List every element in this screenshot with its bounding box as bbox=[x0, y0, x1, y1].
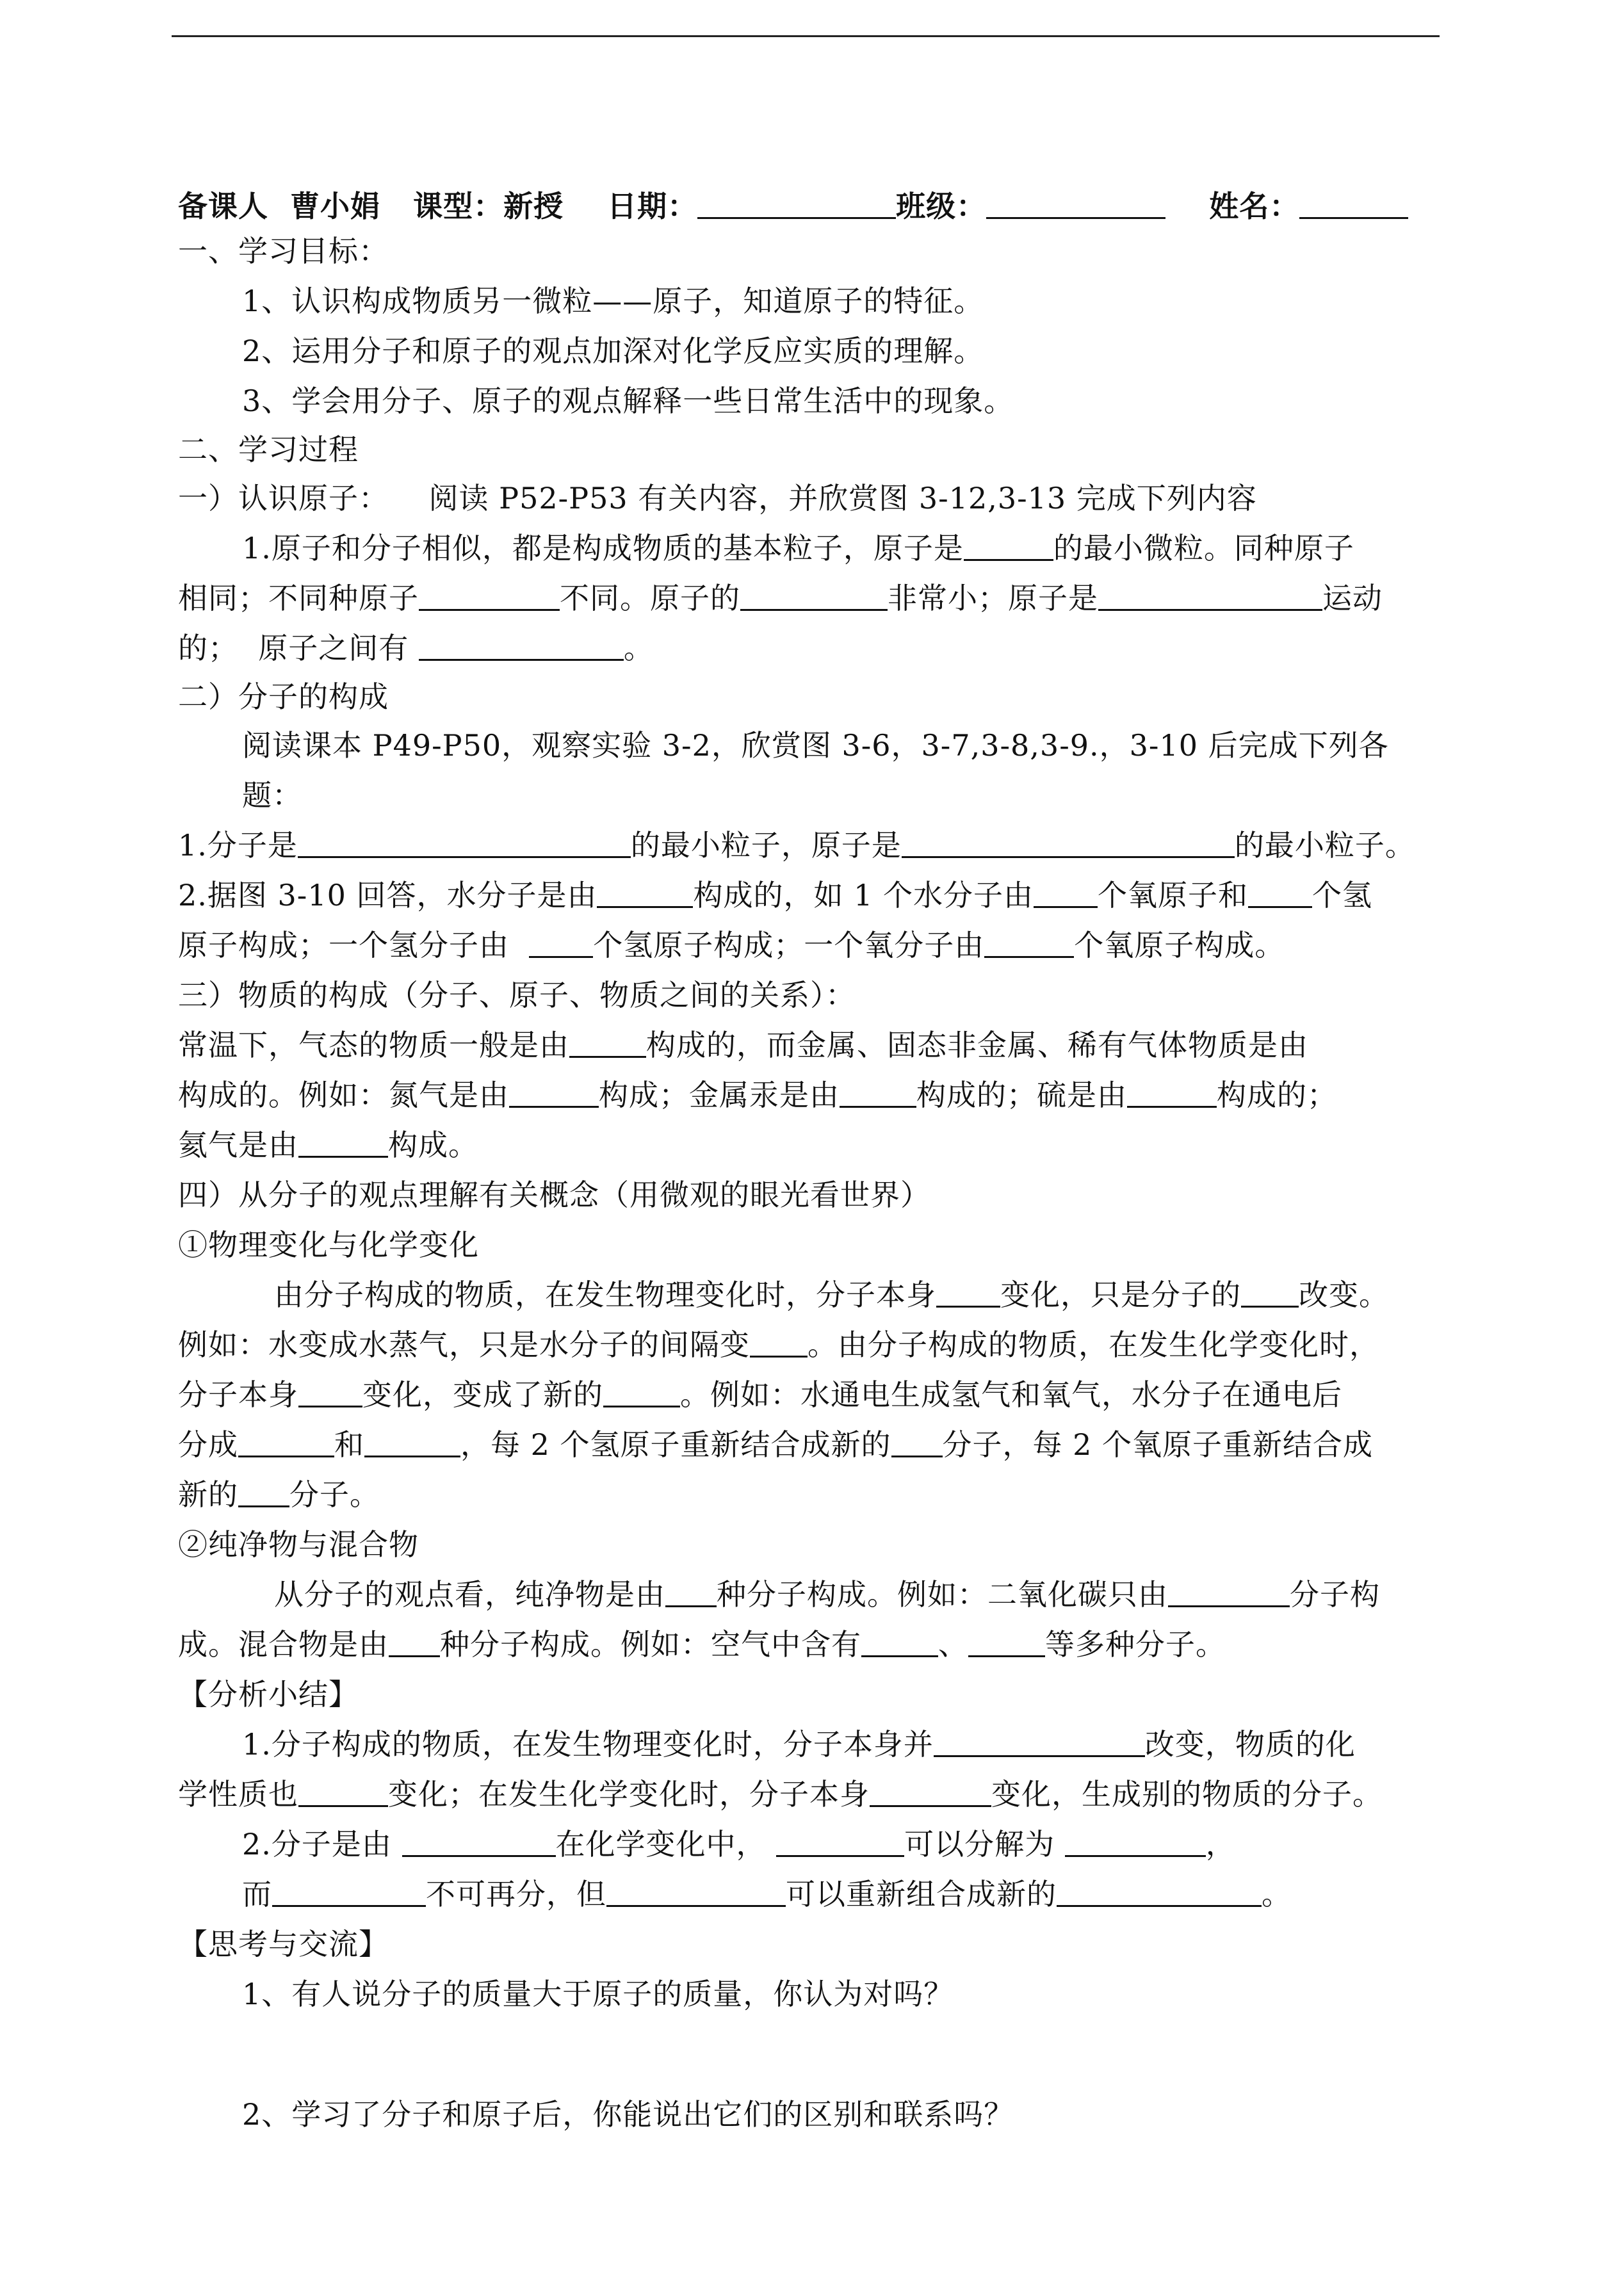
class-blank[interactable] bbox=[986, 189, 1165, 219]
text-segment: 个氧原子构成。 bbox=[1074, 928, 1285, 962]
text-segment: 构成的，而金属、固态非金属、稀有气体物质是由 bbox=[646, 1028, 1308, 1062]
blank[interactable] bbox=[238, 1477, 289, 1507]
blank[interactable] bbox=[389, 1627, 440, 1657]
blank[interactable] bbox=[1248, 878, 1312, 908]
blank[interactable] bbox=[1168, 1577, 1290, 1607]
part2-read-1: 阅读课本 P49-P50，观察实验 3-2，欣赏图 3-6，3-7,3-8,3-9.，3-10 后完成下列各 bbox=[242, 728, 1389, 763]
part2-q2 bbox=[178, 876, 1372, 914]
blank[interactable] bbox=[776, 1827, 904, 1857]
text-segment: 从分子的观点看，纯净物是由 bbox=[274, 1577, 665, 1612]
part2-read-2: 题： bbox=[242, 778, 302, 813]
text-segment: 的最小粒子，原子是 bbox=[630, 828, 902, 863]
part4-a5 bbox=[178, 1475, 380, 1514]
blank[interactable] bbox=[750, 1327, 808, 1358]
text-segment: 构成的；硫是由 bbox=[916, 1078, 1127, 1112]
blank[interactable] bbox=[1057, 1877, 1262, 1907]
blank[interactable] bbox=[891, 1427, 943, 1457]
text-segment: 1.分子构成的物质，在发生物理变化时，分子本身并 bbox=[242, 1727, 934, 1762]
text-segment: 氦气是由 bbox=[178, 1128, 298, 1162]
blank[interactable] bbox=[402, 1827, 556, 1857]
part1-line-1 bbox=[242, 529, 1354, 567]
text-segment: 分子。 bbox=[289, 1477, 380, 1512]
text-segment: 的最小微粒。同种原子 bbox=[1053, 531, 1354, 565]
goals-title: 一、学习目标： bbox=[178, 234, 389, 268]
blank[interactable] bbox=[298, 828, 631, 858]
blank[interactable] bbox=[840, 1078, 916, 1108]
text-segment: 改变。 bbox=[1299, 1277, 1389, 1312]
text-segment: 可以分解为 bbox=[904, 1827, 1065, 1861]
part3-line-2 bbox=[178, 1076, 1337, 1114]
text-segment: 改变，物质的化 bbox=[1144, 1727, 1356, 1762]
text-segment: 非常小；原子是 bbox=[888, 581, 1098, 615]
summary-s2 bbox=[178, 1775, 1383, 1813]
preparer-name: 曹小娟 bbox=[290, 189, 381, 223]
blank[interactable] bbox=[740, 581, 888, 611]
text-segment: 构成的。例如：氮气是由 bbox=[178, 1078, 509, 1112]
text-segment: 个氢 bbox=[1312, 878, 1372, 912]
part1-line-3 bbox=[178, 629, 654, 667]
text-segment: 由分子构成的物质，在发生物理变化时，分子本身 bbox=[274, 1277, 936, 1312]
blank[interactable] bbox=[870, 1777, 991, 1807]
blank[interactable] bbox=[606, 1877, 786, 1907]
goal-item-1: 1、认识构成物质另一微粒——原子，知道原子的特征。 bbox=[242, 284, 984, 318]
summary-title: 【分析小结】 bbox=[178, 1677, 359, 1712]
text-segment: 运动 bbox=[1322, 581, 1383, 615]
blank[interactable] bbox=[298, 1777, 388, 1807]
text-segment: 不同。原子的 bbox=[560, 581, 740, 615]
blank[interactable] bbox=[1034, 878, 1098, 908]
header-info-line bbox=[178, 187, 1408, 225]
header-rule bbox=[172, 35, 1440, 37]
text-segment: 。 bbox=[623, 631, 654, 665]
part4-a3 bbox=[178, 1375, 1342, 1414]
part4-a2 bbox=[178, 1326, 1379, 1364]
goal-item-2: 2、运用分子和原子的观点加深对化学反应实质的理解。 bbox=[242, 334, 984, 368]
part1-instruction: 阅读 P52-P53 有关内容，并欣赏图 3-12,3-13 完成下列内容 bbox=[428, 481, 1257, 515]
class-label: 班级： bbox=[896, 189, 987, 223]
text-segment: 分子构 bbox=[1290, 1577, 1380, 1612]
text-segment: 分子，每 2 个氧原子重新结合成 bbox=[942, 1427, 1374, 1462]
text-segment: 可以重新组合成新的 bbox=[786, 1877, 1057, 1911]
text-segment: 新的 bbox=[178, 1477, 238, 1512]
part2-q3 bbox=[178, 926, 1285, 964]
blank[interactable] bbox=[597, 878, 693, 908]
blank[interactable] bbox=[934, 1727, 1145, 1757]
goal-item-3: 3、学会用分子、原子的观点解释一些日常生活中的现象。 bbox=[242, 384, 1014, 418]
part4-title: 四）从分子的观点理解有关概念（用微观的眼光看世界） bbox=[178, 1178, 930, 1212]
part4-b1 bbox=[274, 1575, 1380, 1614]
part4-a1 bbox=[274, 1276, 1389, 1314]
blank[interactable] bbox=[861, 1627, 938, 1657]
blank[interactable] bbox=[936, 1277, 1000, 1308]
type-label: 课型： bbox=[413, 189, 504, 223]
text-segment: 构成的，如 1 个水分子由 bbox=[693, 878, 1034, 912]
blank[interactable] bbox=[964, 531, 1053, 561]
blank[interactable] bbox=[298, 1377, 362, 1407]
text-segment: 成。混合物是由 bbox=[178, 1627, 389, 1662]
text-segment: 例如：水变成水蒸气，只是水分子的间隔变 bbox=[178, 1327, 750, 1362]
text-segment: 变化，生成别的物质的分子。 bbox=[991, 1777, 1383, 1812]
part4-sub2: ②纯净物与混合物 bbox=[178, 1527, 419, 1562]
text-segment: 的； 原子之间有 bbox=[178, 631, 419, 665]
part1-line-2 bbox=[178, 579, 1383, 617]
summary-s1 bbox=[242, 1725, 1356, 1764]
text-segment: 的最小粒子。 bbox=[1234, 828, 1415, 863]
blank[interactable] bbox=[569, 1028, 646, 1058]
blank[interactable] bbox=[902, 828, 1235, 858]
part2-q1 bbox=[178, 826, 1415, 864]
blank[interactable] bbox=[1127, 1078, 1217, 1108]
process-title: 二、学习过程 bbox=[178, 432, 359, 467]
part3-line-3 bbox=[178, 1126, 478, 1164]
text-segment: 原子构成；一个氢分子由 bbox=[178, 928, 530, 962]
summary-s3 bbox=[242, 1825, 1236, 1863]
part1-heading-line bbox=[178, 479, 1257, 517]
text-segment: 相同；不同种原子 bbox=[178, 581, 419, 615]
text-segment: 个氧原子和 bbox=[1098, 878, 1248, 912]
part2-title: 二）分子的构成 bbox=[178, 679, 389, 714]
blank[interactable] bbox=[419, 581, 560, 611]
text-segment: 分子本身 bbox=[178, 1377, 298, 1412]
text-segment: 等多种分子。 bbox=[1045, 1627, 1226, 1662]
text-segment: 、 bbox=[938, 1627, 968, 1662]
part1-title: 一）认识原子： bbox=[178, 481, 389, 515]
blank[interactable] bbox=[298, 1128, 388, 1158]
part4-sub1: ①物理变化与化学变化 bbox=[178, 1228, 479, 1262]
text-segment: 2.据图 3-10 回答，水分子是由 bbox=[178, 878, 597, 912]
blank[interactable] bbox=[665, 1577, 717, 1607]
text-segment: 和 bbox=[334, 1427, 364, 1462]
text-segment: 1.原子和分子相似，都是构成物质的基本粒子，原子是 bbox=[242, 531, 964, 565]
text-segment: 个氢原子构成；一个氧分子由 bbox=[593, 928, 985, 962]
text-segment: 构成的； bbox=[1217, 1078, 1337, 1112]
text-segment: ，每 2 个氢原子重新结合成新的 bbox=[460, 1427, 891, 1462]
blank[interactable] bbox=[603, 1377, 680, 1407]
text-segment: 学性质也 bbox=[178, 1777, 298, 1812]
part4-b2 bbox=[178, 1625, 1226, 1664]
name-label: 姓名： bbox=[1209, 189, 1300, 223]
text-segment: 构成；金属汞是由 bbox=[599, 1078, 840, 1112]
part3-line-1 bbox=[178, 1026, 1308, 1064]
preparer-label: 备课人 bbox=[178, 189, 268, 223]
name-blank[interactable] bbox=[1299, 189, 1408, 219]
text-segment: 种分子构成。例如：空气中含有 bbox=[440, 1627, 861, 1662]
blank[interactable] bbox=[238, 1427, 334, 1457]
part3-title: 三）物质的构成（分子、原子、物质之间的关系）： bbox=[178, 978, 856, 1012]
text-segment: 变化；在发生化学变化时，分子本身 bbox=[388, 1777, 870, 1812]
blank[interactable] bbox=[272, 1877, 426, 1907]
blank[interactable] bbox=[509, 1078, 599, 1108]
discussion-title: 【思考与交流】 bbox=[178, 1927, 389, 1961]
text-segment: 。例如：水通电生成氢气和氧气，水分子在通电后 bbox=[680, 1377, 1342, 1412]
text-segment: 。 bbox=[1262, 1877, 1292, 1911]
part4-a4 bbox=[178, 1425, 1373, 1464]
text-segment: 而 bbox=[242, 1877, 272, 1911]
text-segment: 2.分子是由 bbox=[242, 1827, 402, 1861]
blank[interactable] bbox=[1098, 581, 1322, 611]
blank[interactable] bbox=[1065, 1827, 1206, 1857]
blank[interactable] bbox=[529, 928, 593, 958]
summary-s4 bbox=[242, 1875, 1292, 1913]
text-segment: 种分子构成。例如：二氧化碳只由 bbox=[717, 1577, 1168, 1612]
blank[interactable] bbox=[1241, 1277, 1299, 1308]
date-label: 日期： bbox=[607, 189, 698, 223]
type-value: 新授 bbox=[503, 189, 564, 223]
text-segment: 常温下，气态的物质一般是由 bbox=[178, 1028, 569, 1062]
text-segment: 构成。 bbox=[388, 1128, 478, 1162]
blank[interactable] bbox=[419, 631, 624, 661]
text-segment: 变化，只是分子的 bbox=[1000, 1277, 1241, 1312]
blank[interactable] bbox=[968, 1627, 1045, 1657]
text-segment: 1.分子是 bbox=[178, 828, 298, 863]
blank[interactable] bbox=[364, 1427, 460, 1457]
discussion-q1: 1、有人说分子的质量大于原子的质量，你认为对吗？ bbox=[242, 1977, 954, 2011]
text-segment: 变化，变成了新的 bbox=[362, 1377, 603, 1412]
text-segment: ， bbox=[1205, 1827, 1236, 1861]
text-segment: 分成 bbox=[178, 1427, 238, 1462]
date-blank[interactable] bbox=[697, 189, 896, 219]
text-segment: 。由分子构成的物质，在发生化学变化时， bbox=[808, 1327, 1379, 1362]
discussion-q2: 2、学习了分子和原子后，你能说出它们的区别和联系吗？ bbox=[242, 2097, 1014, 2132]
text-segment: 在化学变化中， bbox=[555, 1827, 777, 1861]
text-segment: 不可再分，但 bbox=[426, 1877, 606, 1911]
blank[interactable] bbox=[984, 928, 1074, 958]
